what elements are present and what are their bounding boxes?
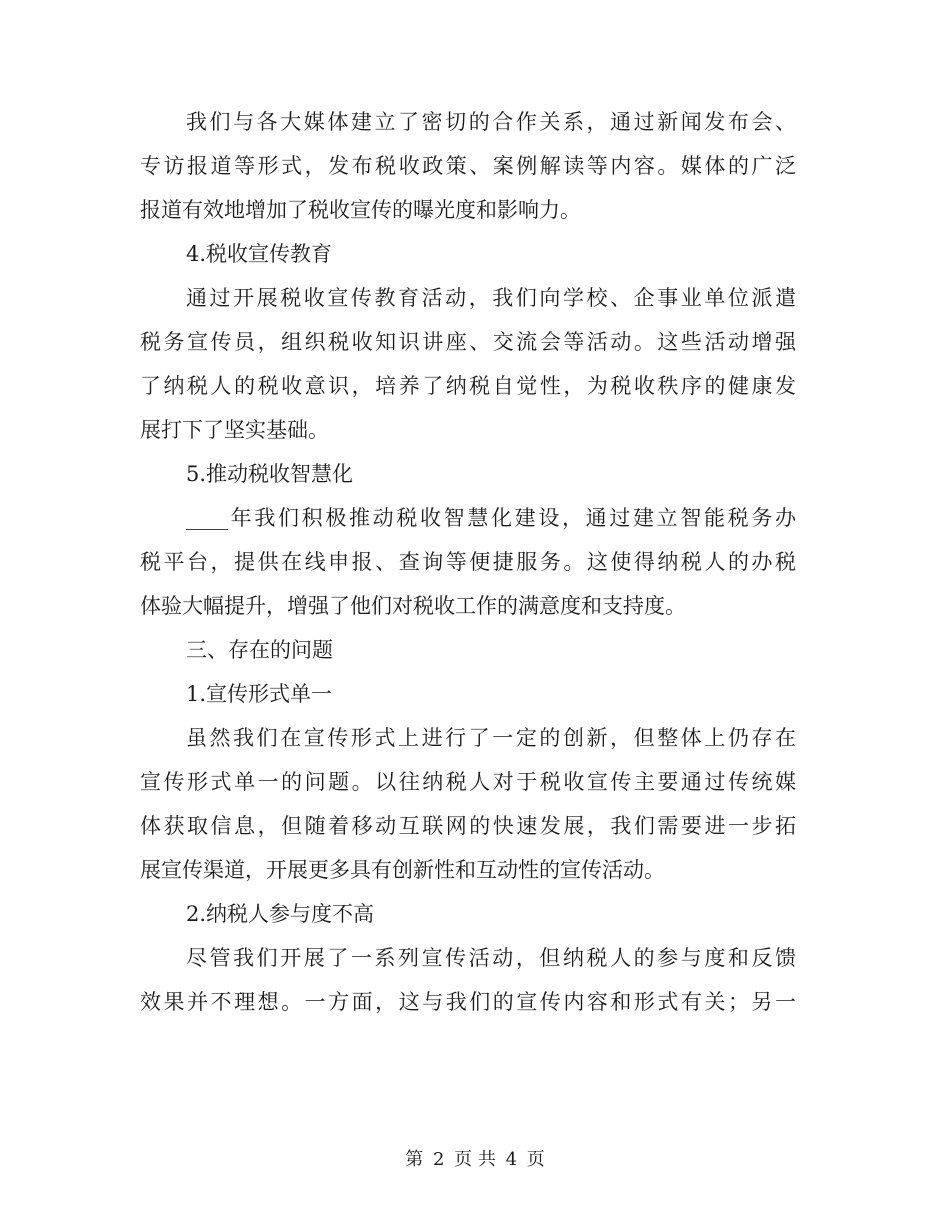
footer-current-page: 2 <box>432 1149 445 1170</box>
page-footer <box>0 1146 950 1174</box>
text-line: 1.宣传形式单一 <box>186 682 333 706</box>
footer-middle: 页 共 <box>454 1149 496 1170</box>
text-line: 报道有效地增加了税收宣传的曝光度和影响力。 <box>140 198 581 222</box>
text-line: 体验大幅提升，增强了他们对税收工作的满意度和支持度。 <box>140 594 686 618</box>
footer-prefix: 第 <box>405 1149 424 1170</box>
text-line: 三、存在的问题 <box>186 638 333 662</box>
text-line: 通过开展税收宣传教育活动，我们向学校、企事业单位派遣 <box>186 286 796 310</box>
text-line: ____年我们积极推动税收智慧化建设，通过建立智能税务办 <box>186 506 796 530</box>
text-line: 5.推动税收智慧化 <box>186 462 354 486</box>
text-line: 我们与各大媒体建立了密切的合作关系，通过新闻发布会、 <box>186 110 796 134</box>
text-line: 尽管我们开展了一系列宣传活动，但纳税人的参与度和反馈 <box>186 946 796 970</box>
text-line: 2.纳税人参与度不高 <box>186 902 375 926</box>
text-line: 效果并不理想。一方面，这与我们的宣传内容和形式有关；另一 <box>140 990 796 1014</box>
text-line: 虽然我们在宣传形式上进行了一定的创新，但整体上仍存在 <box>186 726 796 750</box>
text-line: 体获取信息，但随着移动互联网的快速发展，我们需要进一步拓 <box>140 814 796 838</box>
text-line: 税务宣传员，组织税收知识讲座、交流会等活动。这些活动增强 <box>140 330 796 354</box>
text-line: 展宣传渠道，开展更多具有创新性和互动性的宣传活动。 <box>140 858 665 882</box>
text-line: 专访报道等形式，发布税收政策、案例解读等内容。媒体的广泛 <box>140 154 796 178</box>
text-line: 了纳税人的税收意识，培养了纳税自觉性，为税收秩序的健康发 <box>140 374 796 398</box>
document-body <box>140 100 796 1024</box>
footer-total-pages: 4 <box>505 1149 518 1170</box>
text-line: 宣传形式单一的问题。以往纳税人对于税收宣传主要通过传统媒 <box>140 770 796 794</box>
text-line: 税平台，提供在线申报、查询等便捷服务。这使得纳税人的办税 <box>140 550 796 574</box>
text-line: 展打下了坚实基础。 <box>140 418 329 442</box>
footer-suffix: 页 <box>526 1149 545 1170</box>
text-line: 4.税收宣传教育 <box>186 242 333 266</box>
